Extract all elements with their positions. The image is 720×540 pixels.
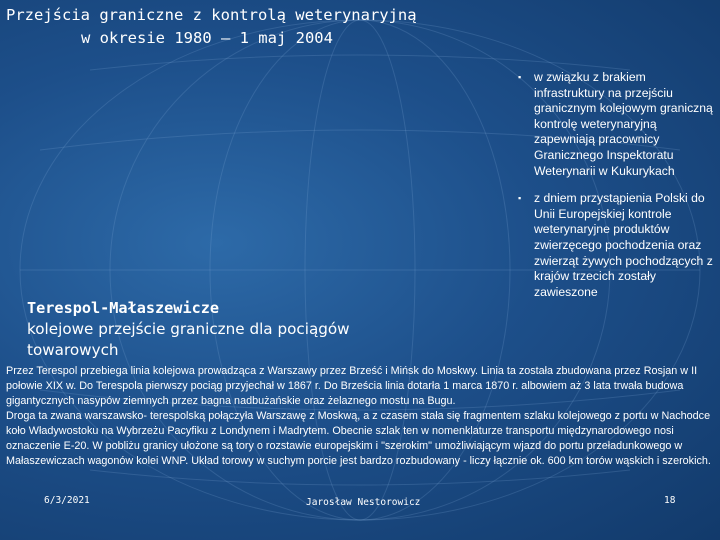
bullet-item xyxy=(518,70,716,179)
body-text xyxy=(6,364,716,469)
slide-title xyxy=(6,4,426,50)
page-number: 18 xyxy=(664,495,676,506)
bullet-item xyxy=(518,191,716,300)
crossing-description: kolejowe przejście graniczne dla pociągów towarowych xyxy=(27,320,350,359)
title-line-1: Przejścia graniczne z kontrolą weterynaryjną xyxy=(6,6,417,24)
bullet-icon: ▪ xyxy=(518,193,522,204)
bullet-icon: ▪ xyxy=(518,72,522,82)
paragraph-history: Przez Terespol przebiega linia kolejowa prowadząca z Warszawy przez Brześć i Mińsk do Moskwy. Linia ta została zbudowana przez Rosjan w II połowie XIX w. Do Terespola pierwszy pociąg przyjechał w 1867 r. Do Brześcia linia dotarła 1 marca 1870 r. albowiem aż 3 lata trwała budowa gigantycznych nasypów ziemnych przez bagna nadbużańskie oraz żelaznego mostu na Bugu. xyxy=(6,365,698,407)
bullet-list xyxy=(518,70,716,312)
crossing-name: Terespol-Małaszewicze xyxy=(27,299,220,317)
bullet-text: z dniem przystąpienia Polski do Unii Europejskiej kontrole weterynaryjne produktów zwierzęcego pochodzenia oraz zwierząt żywych pochodzących z krajów trzecich zostały zawieszone xyxy=(534,191,713,299)
crossing-caption xyxy=(27,298,357,361)
title-line-2: w okresie 1980 – 1 maj 2004 xyxy=(81,29,333,47)
paragraph-route: Droga ta zwana warszawsko- terespolską połączyła Warszawę z Moskwą, a z czasem stała się fragmentem szlaku kolejowego z portu w Nachodce koło Władywostoku na Wybrzeżu Pacyfiku z Londynem i Madrytem. Obecnie szlak ten w nomenklaturze transportu międzynarodowego nosi oznaczenie E-20. W pobliżu granicy ułożone są tory o rozstawie europejskim i "szerokim" umożliwiającym wjazd do portu przeładunkowego w Małaszewiczach wagonów kolei WNP. Układ torowy w suchym porcie jest bardzo rozbudowany - liczy łącznie ok. 600 km torów wąskich i szerokich. xyxy=(6,410,711,467)
footer-date: 6/3/2021 xyxy=(44,495,90,506)
footer-author: Jarosław Nestorowicz xyxy=(306,497,421,508)
bullet-text: w związku z brakiem infrastruktury na przejściu granicznym kolejowym graniczną kontrolę weterynaryjną zapewniają pracownicy Granicznego Inspektoratu Weterynarii w Kukurykach xyxy=(534,70,713,178)
